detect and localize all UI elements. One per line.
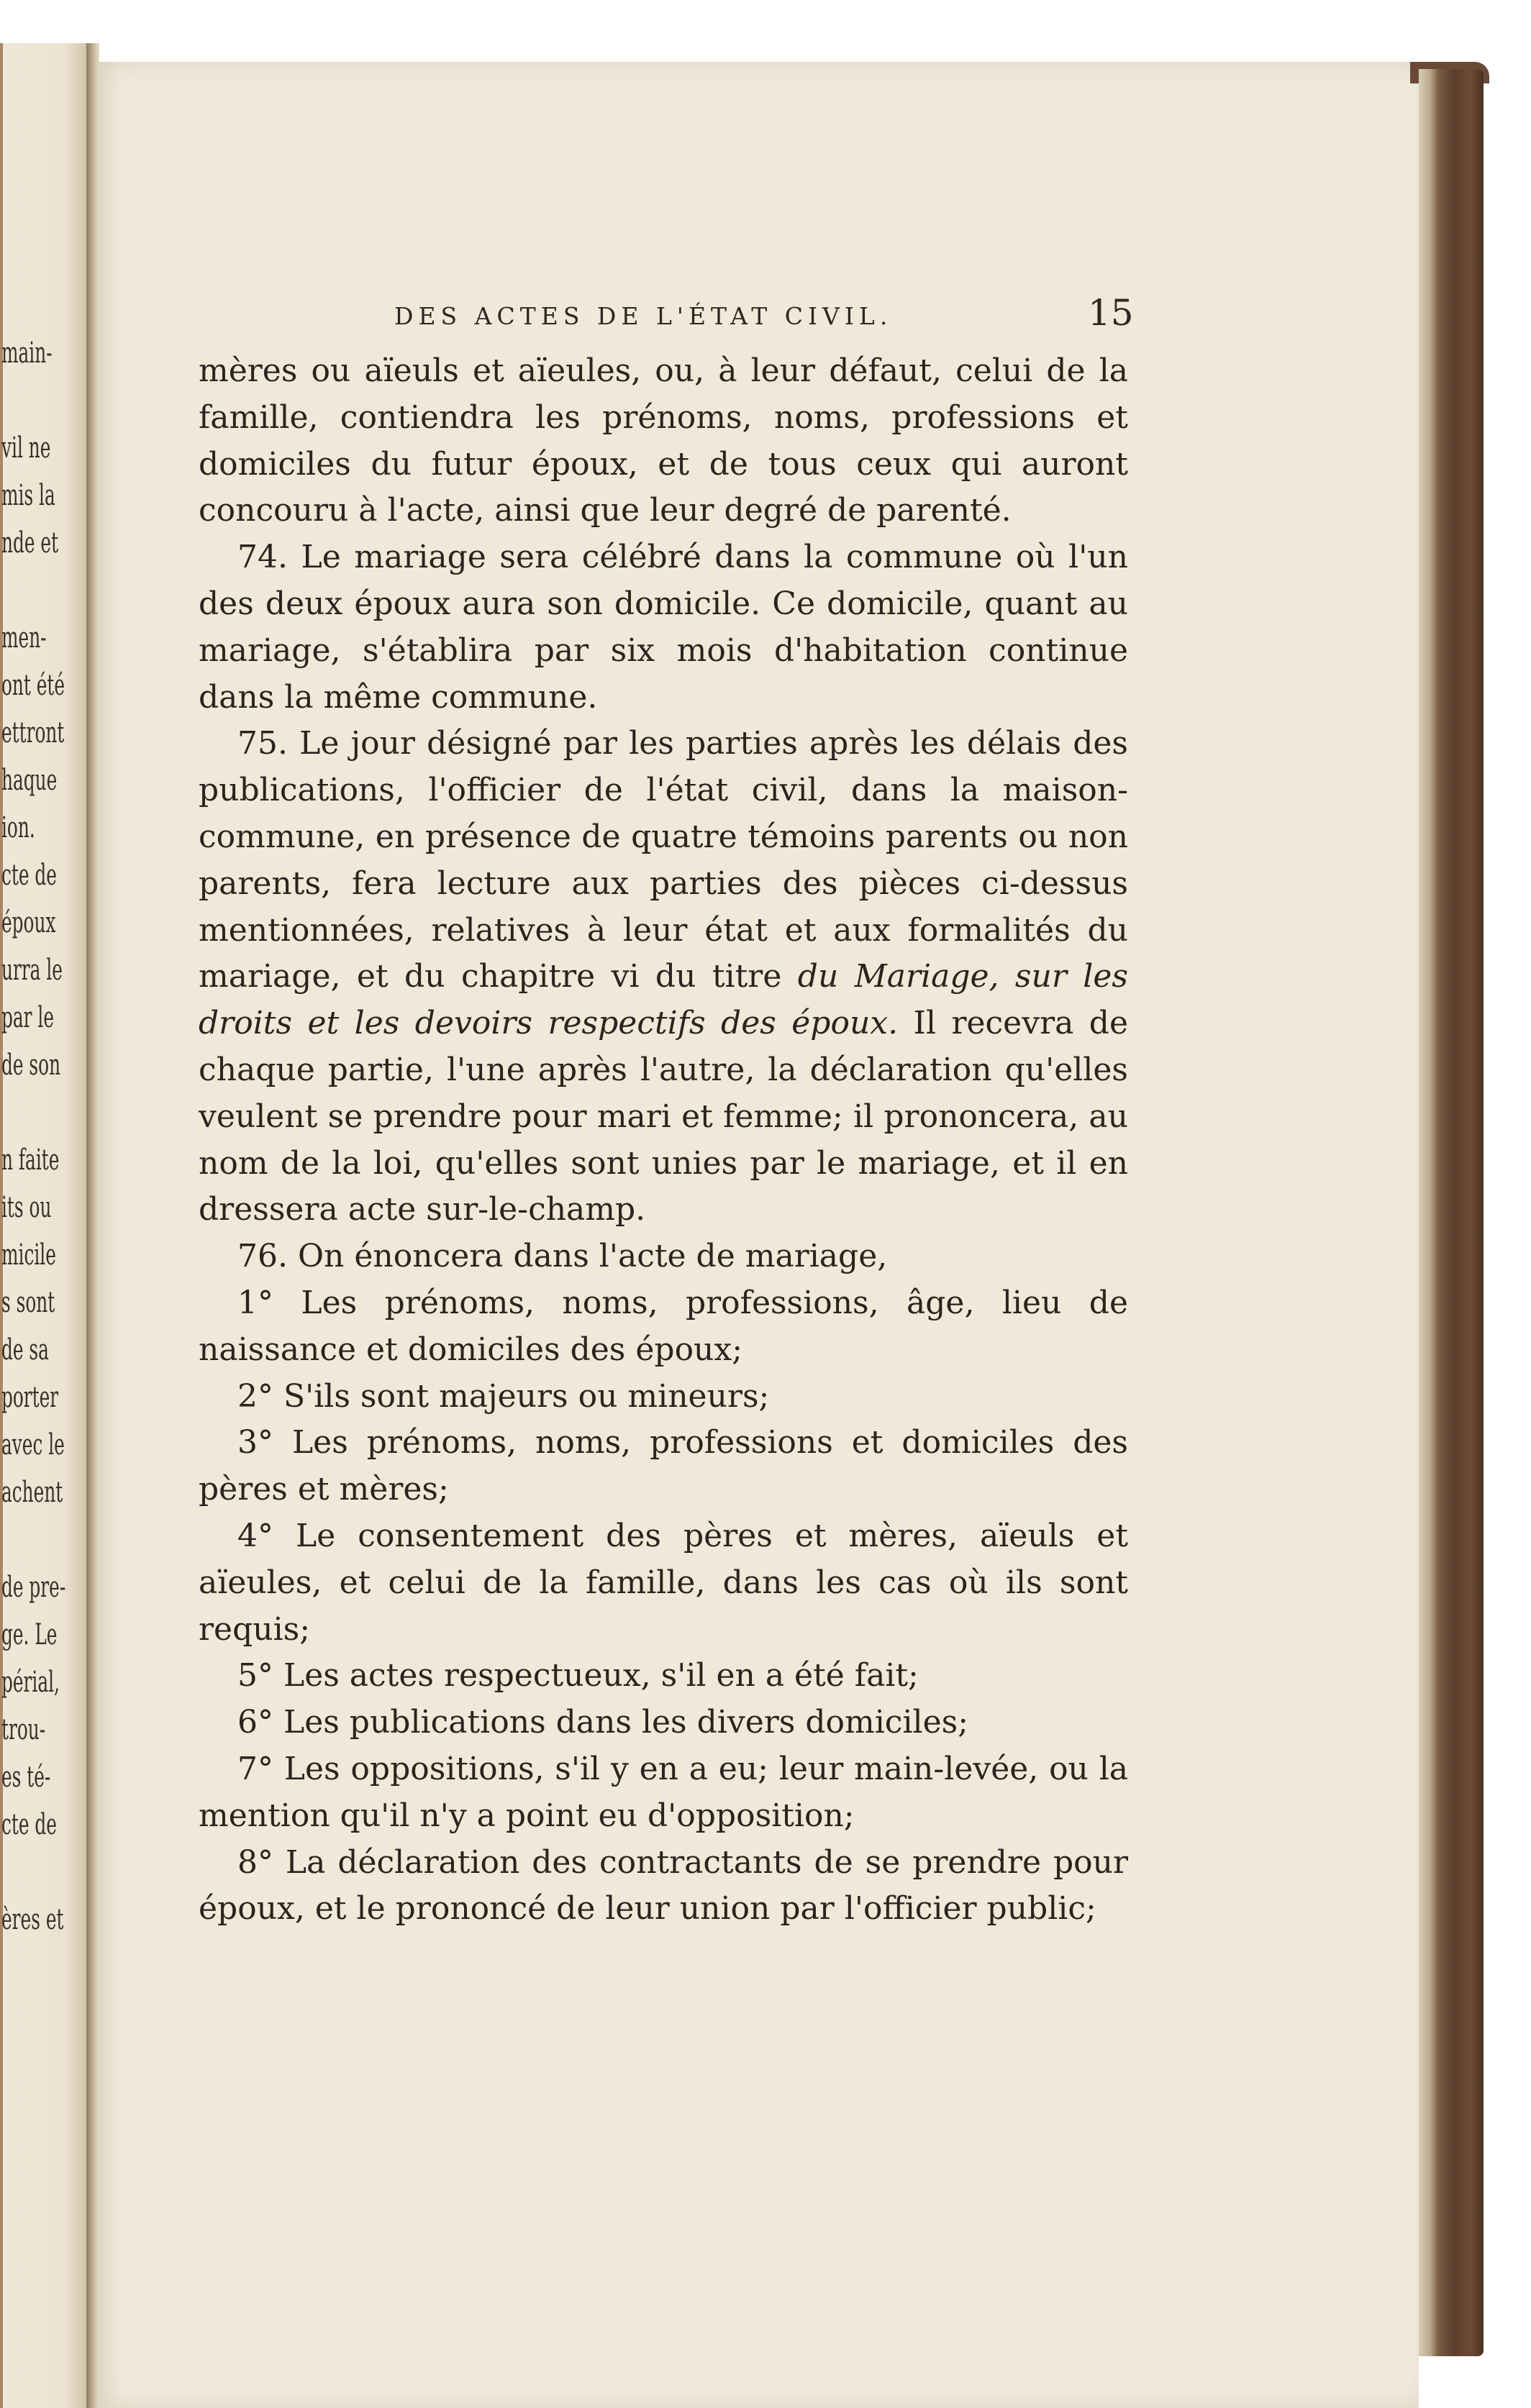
paragraph-text: 74. Le mariage sera célébré dans la commune où l'un des deux époux aura son domicile. Ce domicile, quant au mariage, s'établira par six mois d'habitation continue dans la même commune. xyxy=(199,539,1128,716)
left-page-fragment: haque xyxy=(1,764,58,797)
left-page-fragment: porter xyxy=(1,1381,59,1414)
paragraph xyxy=(199,1233,1128,1280)
left-page-fragment: mis la xyxy=(1,479,55,512)
left-page-fragment: cte de xyxy=(1,859,57,892)
left-page-fragment: de pre- xyxy=(1,1571,66,1604)
left-page-fragment: ettront xyxy=(1,716,65,749)
left-page-fragment: ge. Le xyxy=(1,1618,58,1651)
left-page-fragment: es té- xyxy=(1,1761,51,1794)
left-page-fragment: ont été xyxy=(1,669,65,702)
paragraph-text: 75. Le jour désigné par les parties après les délais des publications, l'officier de l'état civil, dans la maison-commune, en présence de quatre témoins parents ou non parents, fera lecture aux parties des pièces ci-dessus mentionnées, relatives à leur état et aux formalités du mariage, et du chapitre vi du titre xyxy=(199,725,1128,995)
left-page-fragment: micile xyxy=(1,1239,56,1272)
left-page-fragment: avec le xyxy=(1,1428,65,1461)
paragraph xyxy=(199,348,1128,534)
left-page-fragment: par le xyxy=(1,1001,55,1034)
paragraph-text: 76. On énoncera dans l'acte de mariage, xyxy=(237,1238,888,1275)
paragraph-text: 1° Les prénoms, noms, professions, âge, lieu de naissance et domiciles des époux; xyxy=(199,1284,1128,1368)
left-page-fragment: vil ne xyxy=(1,432,51,465)
paragraph-text: mères ou aïeuls et aïeules, ou, à leur défaut, celui de la famille, contiendra les prénoms, noms, professions et domiciles du futur époux, et de tous ceux qui auront concouru à l'acte, ainsi que leur degré de parenté. xyxy=(199,352,1128,529)
paragraph xyxy=(199,1420,1128,1513)
left-page-fragment: de son xyxy=(1,1049,61,1082)
paragraph-text: 7° Les oppositions, s'il y en a eu; leur main-levée, ou la mention qu'il n'y a point eu d'opposition; xyxy=(199,1750,1128,1834)
left-page-fragment: its ou xyxy=(1,1191,52,1224)
left-facing-page xyxy=(0,43,89,2408)
paragraph xyxy=(199,534,1128,721)
paragraph-text: 3° Les prénoms, noms, professions et domiciles des pères et mères; xyxy=(199,1424,1128,1508)
left-page-fragment: périal, xyxy=(1,1666,60,1699)
paragraph xyxy=(199,1746,1128,1840)
paragraph xyxy=(199,721,1128,1233)
paragraph-text: 2° S'ils sont majeurs ou mineurs; xyxy=(237,1377,770,1415)
paragraph xyxy=(199,1374,1128,1420)
left-page-fragment: trou- xyxy=(1,1713,46,1746)
paragraph-italic-title: du Mariage, sur les droits et les devoirs respectifs des époux. xyxy=(199,958,1128,1042)
running-header: DES ACTES DE L'ÉTAT CIVIL. xyxy=(394,302,893,330)
left-page-fragment: achent xyxy=(1,1476,63,1509)
left-page-fragment: de sa xyxy=(1,1333,49,1367)
left-page-fragment: nde et xyxy=(1,526,59,560)
left-page-fragment: main- xyxy=(1,337,53,370)
paragraph-text-continued: Il recevra de chaque partie, l'une après l'autre, la déclaration qu'elles veulent se prendre pour mari et femme; il prononcera, au nom de la loi, qu'elles sont unies par le mariage, et il en dressera acte sur-le-champ. xyxy=(199,1005,1128,1228)
left-page-fragment: ion. xyxy=(1,811,35,844)
paragraph-text: 6° Les publications dans les divers domiciles; xyxy=(237,1704,969,1741)
left-page-fragment: cte de xyxy=(1,1808,57,1841)
left-page-fragment: urra le xyxy=(1,954,63,987)
left-page-fragment: ères et xyxy=(1,1903,64,1936)
page-number: 15 xyxy=(1088,292,1134,334)
paragraph xyxy=(199,1280,1128,1374)
page-body-text xyxy=(199,348,1128,1933)
paragraph-text: 8° La déclaration des contractants de se prendre pour époux, et le prononcé de leur union par l'officier public; xyxy=(199,1843,1128,1928)
left-page-fragment: n faite xyxy=(1,1144,60,1177)
paragraph xyxy=(199,1513,1128,1653)
paragraph-text: 5° Les actes respectueux, s'il en a été fait; xyxy=(237,1657,919,1695)
paragraph xyxy=(199,1700,1128,1746)
left-page-fragment: époux xyxy=(1,906,56,939)
left-page-fragment: s sont xyxy=(1,1286,55,1319)
paragraph xyxy=(199,1653,1128,1700)
paragraph-text: 4° Le consentement des pères et mères, aïeuls et aïeules, et celui de la famille, dans les cas où ils sont requis; xyxy=(199,1517,1128,1648)
book-page-edges xyxy=(1419,69,1484,2356)
left-page-fragment: men- xyxy=(1,621,47,655)
paragraph xyxy=(199,1840,1128,1933)
